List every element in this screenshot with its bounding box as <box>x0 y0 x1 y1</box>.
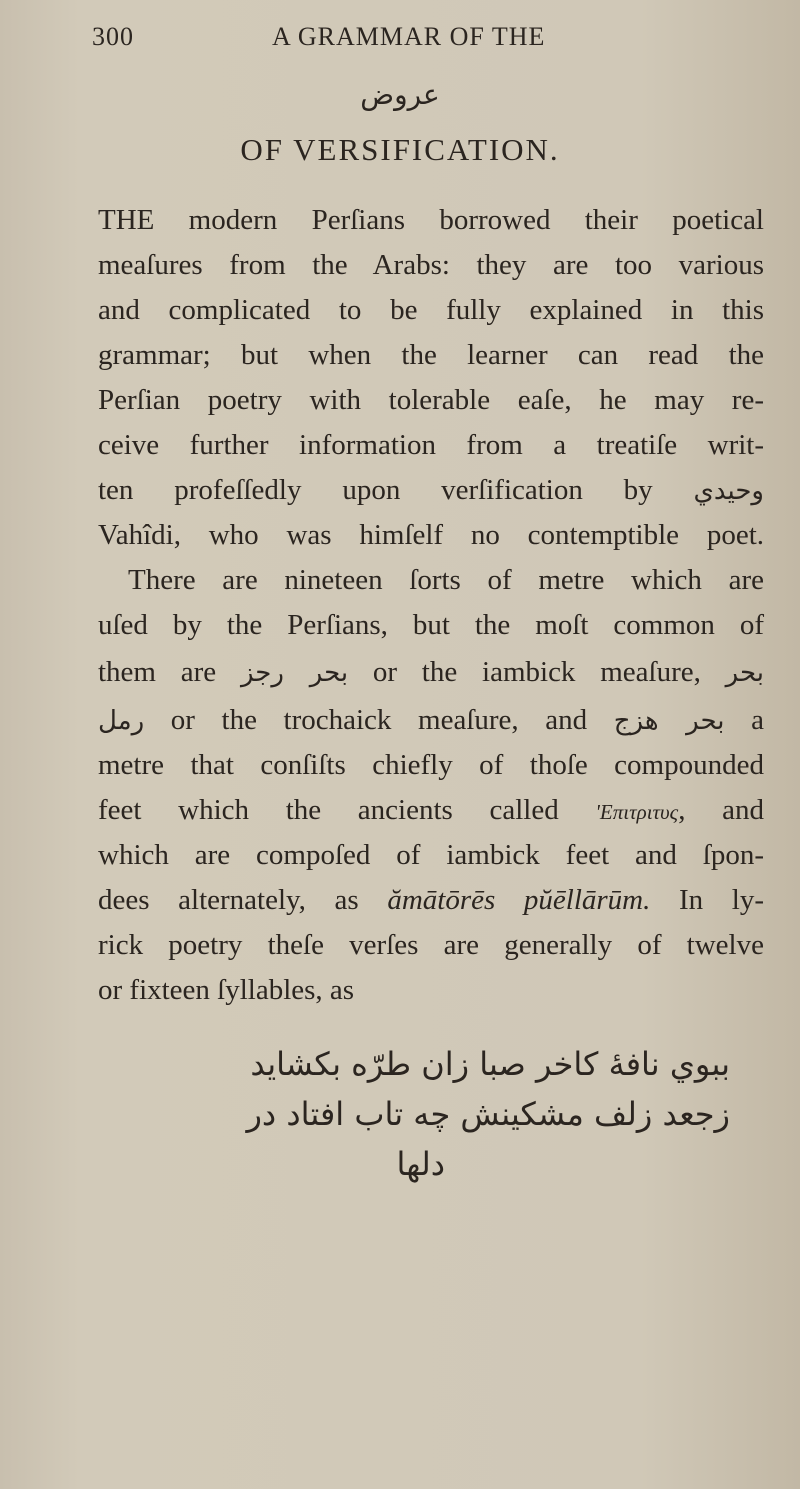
text-line <box>98 652 764 693</box>
text-span: a <box>751 704 764 736</box>
text-line: Perſian poetry with tolerable eaſe, he may re- <box>98 384 764 416</box>
text-line: and complicated to be fully explained in this <box>98 294 764 326</box>
text-span: , and <box>678 794 765 826</box>
arabic-term: رمل <box>98 706 145 736</box>
text-span: them are <box>98 656 217 688</box>
page-number: 300 <box>92 22 134 51</box>
text-line: There are nineteen ſorts of metre which are <box>128 564 764 596</box>
text-span: or the iambick meaſure, <box>372 656 701 688</box>
text-line: grammar; but when the learner can read the <box>98 339 764 371</box>
text-line: rick poetry theſe verſes are generally of twelve <box>98 929 764 961</box>
text-line <box>98 700 764 741</box>
arabic-term: وحيدي <box>693 476 764 506</box>
text-line: or fixteen ſyllables, as <box>98 974 355 1006</box>
section-title: OF VERSIFICATION. <box>240 132 560 167</box>
text-line <box>98 470 764 511</box>
arabic-term: بحر رجز <box>240 658 349 688</box>
latin-example: ămātōrēs pŭēllārūm. <box>387 884 651 916</box>
text-line: THE modern Perſians borrowed their poetical <box>98 204 764 236</box>
persian-verse-line: ببوي نافهٔ كاخر صبا زان طرّه بكشايد <box>250 1045 730 1083</box>
text-span: feet which the ancients called <box>98 794 559 826</box>
arabic-term: بحر <box>725 658 765 688</box>
running-title: A GRAMMAR OF THE <box>272 22 546 51</box>
text-line: uſed by the Perſians, but the moſt common of <box>98 609 764 641</box>
persian-verse-line: دلها <box>396 1145 445 1183</box>
text-line: metre that conſiſts chiefly of thoſe compounded <box>98 749 764 781</box>
text-line <box>98 790 764 832</box>
text-line: which are compoſed of iambick feet and ſpon- <box>98 839 764 871</box>
text-line: Vahîdi, who was himſelf no contemptible poet. <box>98 519 764 551</box>
persian-verse-line: زجعد زلف مشكينش چه تاب افتاد در <box>246 1095 730 1133</box>
text-line <box>98 880 764 920</box>
text-span: dees alternately, as <box>98 884 359 916</box>
text-line: ceive further information from a treatiſe writ- <box>98 429 764 461</box>
text-line: meaſures from the Arabs: they are too various <box>98 249 764 281</box>
greek-term: 'Επιτριτυς <box>595 800 679 824</box>
text-span: In ly- <box>679 884 765 916</box>
arabic-title: عروض <box>360 78 440 111</box>
text-span: or the trochaick meaſure, and <box>170 704 588 736</box>
text-span: ten profeſſedly upon verſification by <box>98 474 653 506</box>
arabic-term: بحر هزج <box>613 706 725 736</box>
